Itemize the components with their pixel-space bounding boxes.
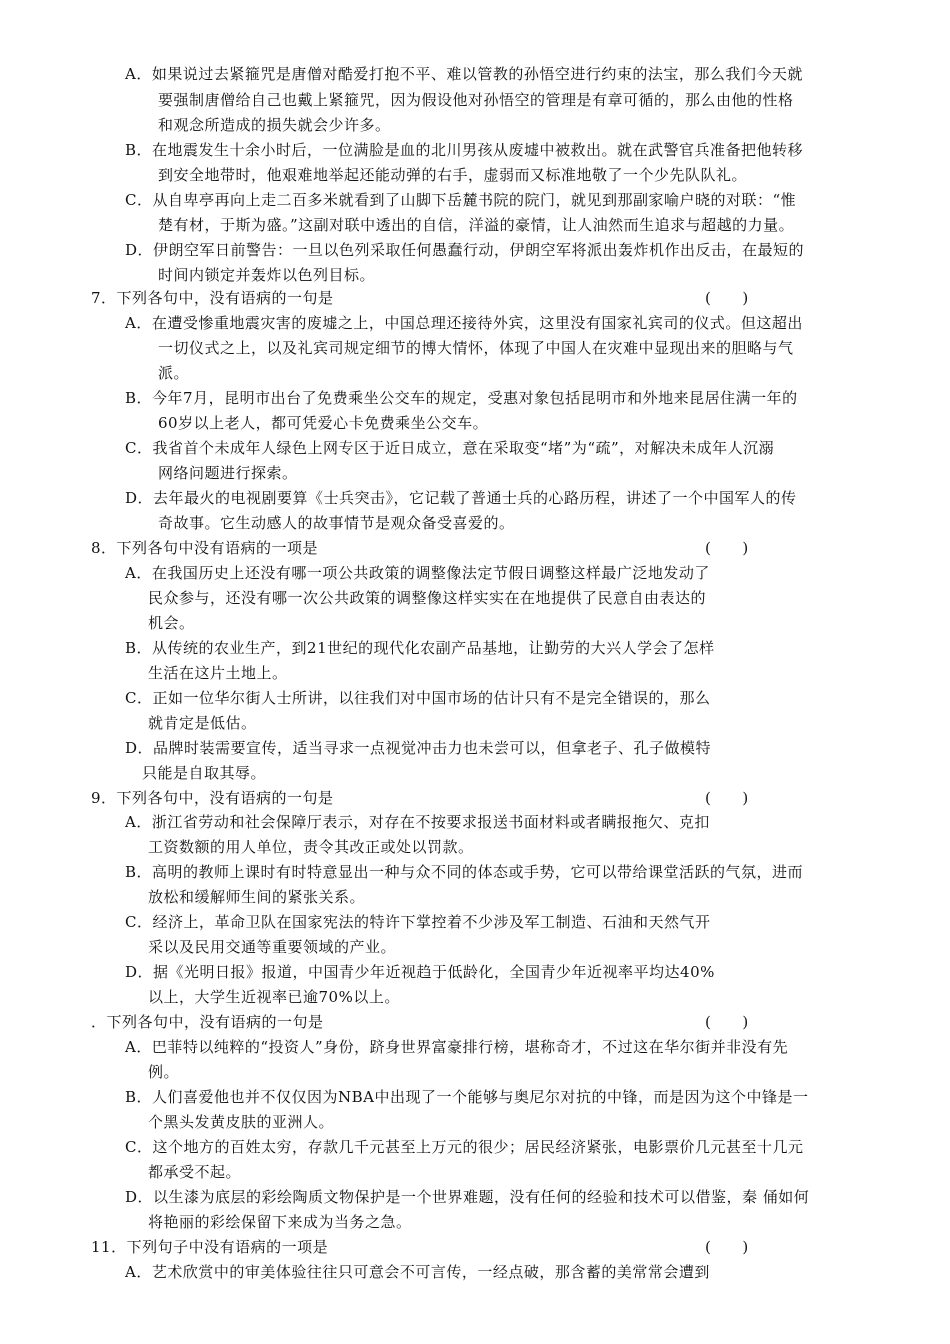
option-line: 将艳丽的彩绘保留下来成为当务之急。 xyxy=(148,1213,412,1231)
option-line: 放松和缓解师生间的紧张关系。 xyxy=(148,888,366,906)
option-line: C．这个地方的百姓太穷，存款几千元甚至上万元的很少；居民经济紧张，电影票价几元甚至十几元 xyxy=(125,1138,804,1156)
option-line: 要强制唐僧给自己也戴上紧箍咒，因为假设他对孙悟空的管理是有章可循的，那么由他的性格 xyxy=(158,91,794,109)
option-line: 时间内锁定并轰炸以色列目标。 xyxy=(158,266,376,284)
option-line: B．人们喜爱他也并不仅仅因为NBA中出现了一个能够与奥尼尔对抗的中锋，而是因为这个中锋是一 xyxy=(125,1088,809,1106)
option-line: 机会。 xyxy=(148,614,195,632)
question-11-stem: 11．下列句子中没有语病的一项是 ( ) xyxy=(91,1235,771,1259)
option-line: 网络问题进行探索。 xyxy=(158,464,298,482)
answer-blank: ( ) xyxy=(705,539,749,557)
option-line: A．在我国历史上还没有哪一项公共政策的调整像法定节假日调整这样最广泛地发动了 xyxy=(125,564,710,582)
option-line: D．以生漆为底层的彩绘陶质文物保护是一个世界难题，没有任何的经验和技术可以借鉴，秦 俑如何 xyxy=(125,1188,810,1206)
answer-blank: ( ) xyxy=(705,1238,749,1256)
answer-blank: ( ) xyxy=(705,1013,749,1031)
option-line: 只能是自取其辱。 xyxy=(142,764,267,782)
option-line: 派。 xyxy=(158,364,190,382)
option-line: 以上，大学生近视率已逾70%以上。 xyxy=(148,988,400,1006)
option-line: 60岁以上老人，都可凭爱心卡免费乘坐公交车。 xyxy=(158,414,489,432)
question-9-stem: 9．下列各句中，没有语病的一句是 ( ) xyxy=(91,786,771,810)
answer-blank: ( ) xyxy=(705,789,749,807)
option-line: 一切仪式之上，以及礼宾司规定细节的博大情怀，体现了中国人在灾难中显现出来的胆略与气 xyxy=(158,339,794,357)
option-line: 奇故事。它生动感人的故事情节是观众备受喜爱的。 xyxy=(158,514,515,532)
question-7-stem: 7．下列各句中，没有语病的一句是 ( ) xyxy=(91,286,771,310)
option-line: 都承受不起。 xyxy=(148,1163,242,1181)
option-line: 工资数额的用人单位，责令其改正或处以罚款。 xyxy=(148,838,474,856)
option-line: D．品牌时装需要宣传，适当寻求一点视觉冲击力也未尝可以，但拿老子、孔子做模特 xyxy=(125,739,712,757)
option-line: A．浙江省劳动和社会保障厅表示，对存在不按要求报送书面材料或者瞒报拖欠、克扣 xyxy=(125,813,710,831)
option-line: 就肯定是低估。 xyxy=(148,714,257,732)
option-line: B．今年7月，昆明市出台了免费乘坐公交车的规定，受惠对象包括昆明市和外地来昆居住满一年的 xyxy=(125,389,798,407)
option-line: A．如果说过去紧箍咒是唐僧对酷爱打抱不平、难以管教的孙悟空进行约束的法宝，那么我们今天就 xyxy=(125,65,803,83)
option-line: B．在地震发生十余小时后，一位满脸是血的北川男孩从废墟中被救出。就在武警官兵准备把他转移 xyxy=(125,141,804,159)
option-line: 生活在这片土地上。 xyxy=(148,664,288,682)
option-line: 和观念所造成的损失就会少许多。 xyxy=(158,116,391,134)
option-line: 到安全地带时，他艰难地举起还能动弹的右手，虚弱而又标准地敬了一个少先队队礼。 xyxy=(158,166,748,184)
option-line: C．经济上，革命卫队在国家宪法的特许下掌控着不少涉及军工制造、石油和天然气开 xyxy=(125,913,711,931)
question-10-stem: ．下列各句中，没有语病的一句是 ( ) xyxy=(91,1010,771,1034)
option-line: D．去年最火的电视剧要算《士兵突击》，它记载了普通士兵的心路历程，讲述了一个中国军人的传 xyxy=(125,489,797,507)
option-line: 民众参与，还没有哪一次公共政策的调整像这样实实在在地提供了民意自由表达的 xyxy=(148,589,707,607)
option-line: D．据《光明日报》报道，中国青少年近视趋于低龄化，全国青少年近视率平均达40% xyxy=(125,963,715,981)
option-line: 楚有材，于斯为盛。”这副对联中透出的自信，洋溢的豪情，让人油然而生追求与超越的力量。 xyxy=(158,216,795,234)
option-line: 个黑头发黄皮肤的亚洲人。 xyxy=(148,1113,335,1131)
option-line: B．从传统的农业生产，到21世纪的现代化农副产品基地，让勤劳的大兴人学会了怎样 xyxy=(125,639,715,657)
option-line: D．伊朗空军日前警告：一旦以色列采取任何愚蠢行动，伊朗空军将派出轰炸机作出反击，在最短的 xyxy=(125,241,805,259)
option-line: A．巴菲特以纯粹的“投资人”身份，跻身世界富豪排行榜，堪称奇才，不过这在华尔街并非没有先 xyxy=(125,1038,789,1056)
option-line: 采以及民用交通等重要领域的产业。 xyxy=(148,938,397,956)
option-line: C．我省首个未成年人绿色上网专区于近日成立，意在采取变“堵”为“疏”，对解决未成年人沉溺 xyxy=(125,439,775,457)
option-line: B．高明的教师上课时有时特意显出一种与众不同的体态或手势，它可以带给课堂活跃的气氛，进而 xyxy=(125,863,804,881)
option-line: 例。 xyxy=(148,1063,180,1081)
option-line: C．从自卑亭再向上走二百多米就看到了山脚下岳麓书院的院门，就见到那副家喻户晓的对联：“惟 xyxy=(125,191,797,209)
answer-blank: ( ) xyxy=(705,289,749,307)
question-8-stem: 8．下列各句中没有语病的一项是 ( ) xyxy=(91,536,771,560)
option-line: A．在遭受惨重地震灾害的废墟之上，中国总理还接待外宾，这里没有国家礼宾司的仪式。但这超出 xyxy=(125,314,803,332)
option-line: A．艺术欣赏中的审美体验往往只可意会不可言传，一经点破，那含蓄的美常常会遭到 xyxy=(125,1263,710,1281)
option-line: C．正如一位华尔街人士所讲，以往我们对中国市场的估计只有不是完全错误的，那么 xyxy=(125,689,711,707)
